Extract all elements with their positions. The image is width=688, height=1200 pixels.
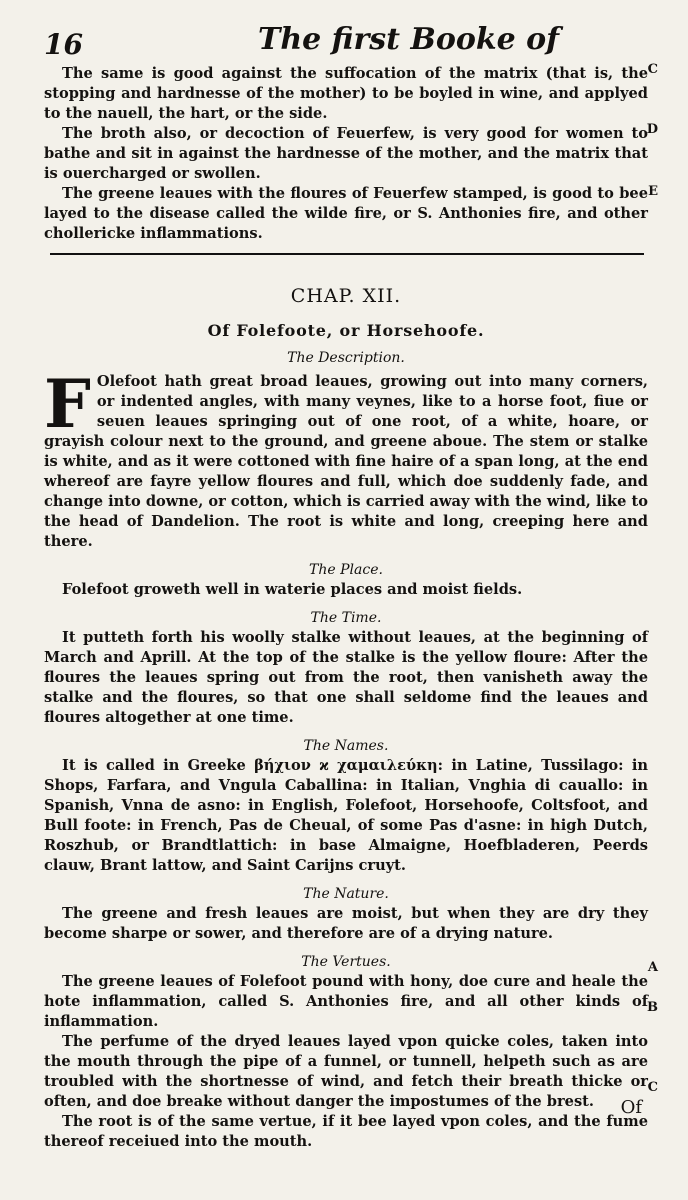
section-heading-place: The Place. (309, 562, 383, 578)
margin-letter: D (646, 122, 658, 137)
time-text: It putteth forth his woolly stalke without leaues, at the beginning of March and Aprill. At the top of the stalke is the yellow floure: After the floures the leaues spring out from the root, then vanisheth away the stalke and the floures, so that one shall seldome find the leaues and floures altogether at one time. (44, 629, 648, 726)
names-text: It is called in Greeke βήχιον ϰ χαμαιλεύκη: in Latine, Tussilago: in Shops, Farfara, and Vngula Caballina: in Italian, Vnghia di cauallo: in Spanish, Vnna de asno: in English, Folefoot, Horsehoofe, Coltsfoot, and Bull foote: in French, Pas de Cheual, of some Pas d'asne: in high Dutch, Roszhub, or Brandtlattich: in base Almaigne, Hoefbladeren, Peerds clauw, Brant lattow, and Saint Carijns cruyt. (44, 757, 648, 874)
top-paragraph: The greene leaues with the floures of Feuerfew stamped, is good to bee layed to the disease called the wilde fire, or S. Anthonies fire, and other chollericke inflammations. (44, 185, 648, 242)
margin-letter: B (647, 1000, 658, 1015)
section-heading-description: The Description. (287, 350, 405, 366)
catchword: Of (620, 1097, 642, 1118)
top-paragraph: The same is good against the suffocation of the matrix (that is, the stopping and hardnesse of the mother) to be boyled in wine, and applyed to the nauell, the hart, or the side. (44, 65, 648, 122)
page-number: 16 (44, 28, 83, 61)
chapter-subtitle: Of Folefoote, or Horsehoofe. (207, 321, 485, 340)
margin-letter: E (648, 184, 658, 199)
place-text: Folefoot groweth well in waterie places and moist fields. (62, 581, 523, 598)
margin-letter: C (647, 62, 658, 77)
drop-cap: F (44, 365, 91, 443)
vertue-paragraph: The root is of the same vertue, if it bee layed vpon coles, and the fume thereof receiued into the mouth. (44, 1113, 648, 1150)
running-title: The first Booke of (258, 22, 560, 57)
nature-text: The greene and fresh leaues are moist, but when they are dry they become sharpe or sower, and therefore are of a drying nature. (44, 905, 648, 942)
section-heading-names: The Names. (303, 738, 389, 754)
top-paragraph: The broth also, or decoction of Feuerfew, is very good for women to bathe and sit in against the hardnesse of the mother, and the matrix that is ouercharged or swollen. (44, 125, 648, 182)
running-head (44, 22, 648, 62)
margin-letter: A (647, 960, 658, 975)
chapter-number: CHAP. XII. (290, 285, 402, 307)
description-text (44, 365, 648, 552)
vertue-paragraph: The perfume of the dryed leaues layed vpon quicke coles, taken into the mouth through the pipe of a funnel, or tunnell, helpeth such as are troubled with the shortnesse of wind, and fetch their breath thicke or often, and doe breake without danger the impostumes of the brest. (44, 1033, 648, 1110)
vertue-paragraph: The greene leaues of Folefoot pound with hony, doe cure and heale the hote inflammation, called S. Anthonies fire, and all other kinds of inflammation. (44, 973, 648, 1030)
section-heading-nature: The Nature. (303, 886, 389, 902)
section-heading-time: The Time. (310, 610, 382, 626)
vertues-text (44, 972, 648, 1152)
description-body: Olefoot hath great broad leaues, growing out into many corners, or indented angles, with many veynes, like to a horse foot, fiue or seuen leaues springing out of one root, of a white, hoare, or grayish colour next to the ground, and greene aboue. The stem or stalke is white, and as it were cottoned with fine haire of a span long, at the end whereof are fayre yellow floures and full, which doe suddenly fade, and change into downe, or cotton, which is carried away with the wind, like to the head of Dandelion. The root is white and long, creeping here and there. (44, 373, 648, 550)
top-text-block (44, 64, 648, 244)
section-rule (50, 253, 644, 255)
margin-letter: C (647, 1080, 658, 1095)
section-heading-vertues: The Vertues. (301, 954, 391, 970)
